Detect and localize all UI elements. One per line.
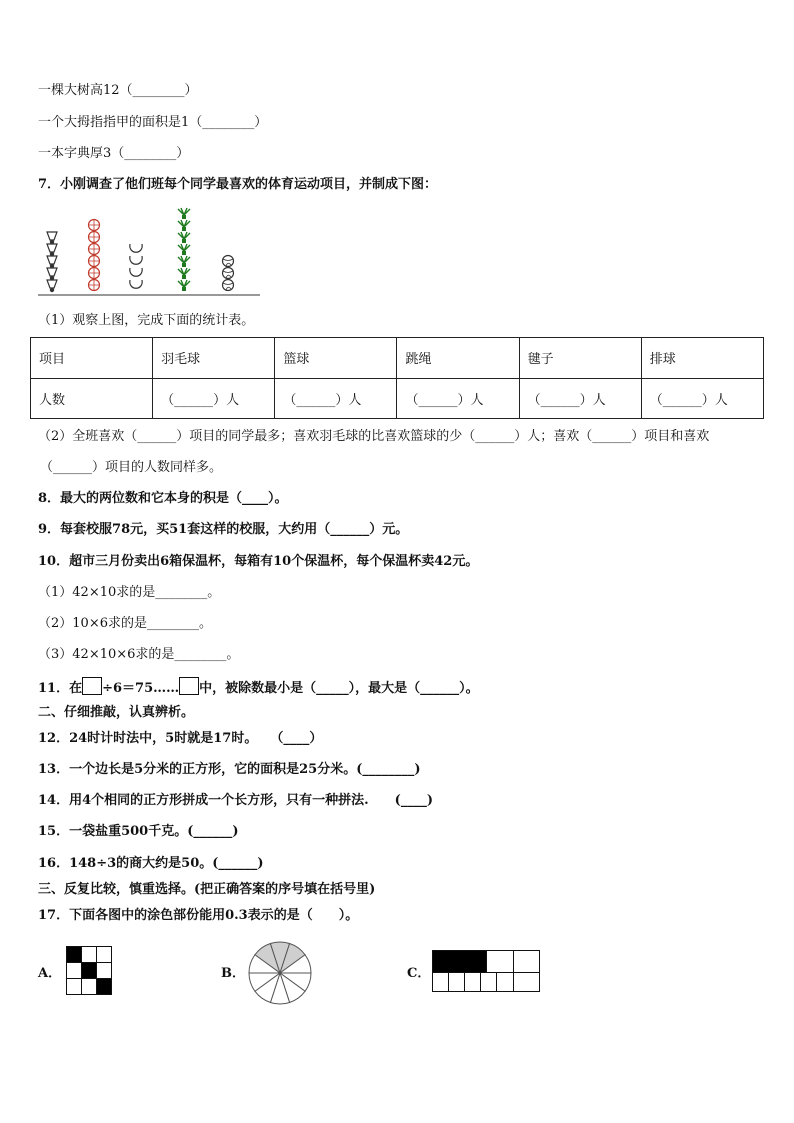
pictograph-column-4 xyxy=(178,208,190,291)
table-header-cell: 篮球 xyxy=(275,338,397,379)
question-15: 15．一袋盐重500千克。(______) xyxy=(38,824,239,839)
answer-cell[interactable]: （______）人 xyxy=(641,378,763,419)
question-17: 17．下面各图中的涂色部份能用0.3表示的是（ ）。 xyxy=(38,908,359,923)
pictograph-icon xyxy=(178,256,190,267)
table-header-cell: 跳绳 xyxy=(397,338,519,379)
pictograph-icon xyxy=(178,280,190,291)
option-b-circle xyxy=(246,940,314,1006)
table-header-row xyxy=(31,338,764,379)
table-header-cell: 项目 xyxy=(31,338,153,379)
question-14: 14．用4个相同的正方形拼成一个长方形，只有一种拼法. (____) xyxy=(38,793,433,808)
table-row-label: 人数 xyxy=(31,378,153,419)
answer-cell[interactable]: （______）人 xyxy=(275,378,397,419)
pictograph-icon xyxy=(178,268,190,279)
section-3-heading: 三、反复比较，慎重选择。(把正确答案的序号填在括号里) xyxy=(38,882,376,897)
question-10-part-1: （1）42×10求的是________。 xyxy=(38,585,221,600)
answer-cell[interactable]: （______）人 xyxy=(519,378,641,419)
pictograph-icon xyxy=(47,256,57,268)
pictograph-icon xyxy=(130,268,142,276)
table-header-cell: 毽子 xyxy=(519,338,641,379)
option-b-label[interactable]: B． xyxy=(221,966,245,981)
answer-cell[interactable]: （______）人 xyxy=(397,378,519,419)
question-7-part-2b: （______）项目的人数同样多。 xyxy=(40,460,223,475)
line-dictionary-thickness: 一本字典厚3（________） xyxy=(38,146,190,161)
pictograph-icon xyxy=(89,256,100,267)
pictograph-icon xyxy=(89,268,100,279)
pictograph-icon xyxy=(47,244,57,256)
question-12: 12．24时计时法中，5时就是17时。 （____） xyxy=(38,731,323,746)
question-8: 8．最大的两位数和它本身的积是（____）。 xyxy=(38,491,288,506)
question-11-prefix: 11．在 xyxy=(38,681,83,696)
line-tree-height: 一棵大树高12（________） xyxy=(38,83,198,98)
pictograph-icon xyxy=(178,244,190,255)
pictograph-column-1 xyxy=(47,232,57,292)
question-10-part-3: （3）42×10×6求的是________。 xyxy=(38,647,240,662)
pictograph-icon xyxy=(89,232,100,243)
question-7-part-1: （1）观察上图，完成下面的统计表。 xyxy=(38,313,255,328)
question-7-part-2a: （2）全班喜欢（______）项目的同学最多；喜欢羽毛球的比喜欢篮球的少（______）人；喜欢（______）项目和喜欢 xyxy=(38,429,710,444)
section-2-heading: 二、仔细推敲，认真辨析。 xyxy=(38,705,195,720)
question-9: 9．每套校服78元，买51套这样的校服，大约用（______）元。 xyxy=(38,522,409,537)
pictograph-icon xyxy=(178,208,190,219)
line-thumbnail-area: 一个大拇指指甲的面积是1（________） xyxy=(38,115,268,130)
option-a-label[interactable]: A． xyxy=(38,966,62,981)
pictograph-icon xyxy=(47,268,57,280)
pictograph-icon xyxy=(47,232,57,244)
question-7: 7．小刚调查了他们班每个同学最喜欢的体育运动项目，并制成下图： xyxy=(38,177,438,192)
sports-pictograph xyxy=(38,203,268,299)
pictograph-icon xyxy=(89,244,100,255)
pictograph-icon xyxy=(130,244,142,252)
question-10: 10．超市三月份卖出6箱保温杯，每箱有10个保温杯，每个保温杯卖42元。 xyxy=(38,554,479,569)
question-10-part-2: （2）10×6求的是________。 xyxy=(38,616,212,631)
pictograph-column-2 xyxy=(89,220,100,291)
table-header-cell: 羽毛球 xyxy=(153,338,275,379)
pictograph-icon xyxy=(223,268,234,279)
option-c-bar xyxy=(432,950,542,994)
question-11-equation: ÷6＝75…… xyxy=(102,681,180,696)
pictograph-column-3 xyxy=(130,244,142,288)
pictograph-icon xyxy=(130,280,142,288)
pictograph-column-5 xyxy=(223,256,234,291)
pictograph-icon xyxy=(178,232,190,243)
question-16: 16．148÷3的商大约是50。(______) xyxy=(38,856,264,871)
pictograph-icon xyxy=(178,220,190,231)
question-11 xyxy=(38,677,479,698)
pictograph-icon xyxy=(89,280,100,291)
remainder-box[interactable] xyxy=(179,677,199,695)
pictograph-icon xyxy=(223,280,234,291)
answer-cell[interactable]: （______）人 xyxy=(153,378,275,419)
question-13: 13．一个边长是5分米的正方形，它的面积是25分米。(________) xyxy=(38,762,421,777)
statistics-table xyxy=(30,337,764,419)
table-row xyxy=(31,378,764,419)
option-a-grid xyxy=(66,946,114,996)
pictograph-icon xyxy=(47,280,57,292)
option-c-label[interactable]: C． xyxy=(407,966,431,981)
question-11-suffix: 中，被除数最小是（_____），最大是（______）。 xyxy=(199,681,479,696)
pictograph-icon xyxy=(223,256,234,267)
dividend-box[interactable] xyxy=(82,677,102,695)
pictograph-icon xyxy=(89,220,100,231)
table-header-cell: 排球 xyxy=(641,338,763,379)
pictograph-icon xyxy=(130,256,142,264)
